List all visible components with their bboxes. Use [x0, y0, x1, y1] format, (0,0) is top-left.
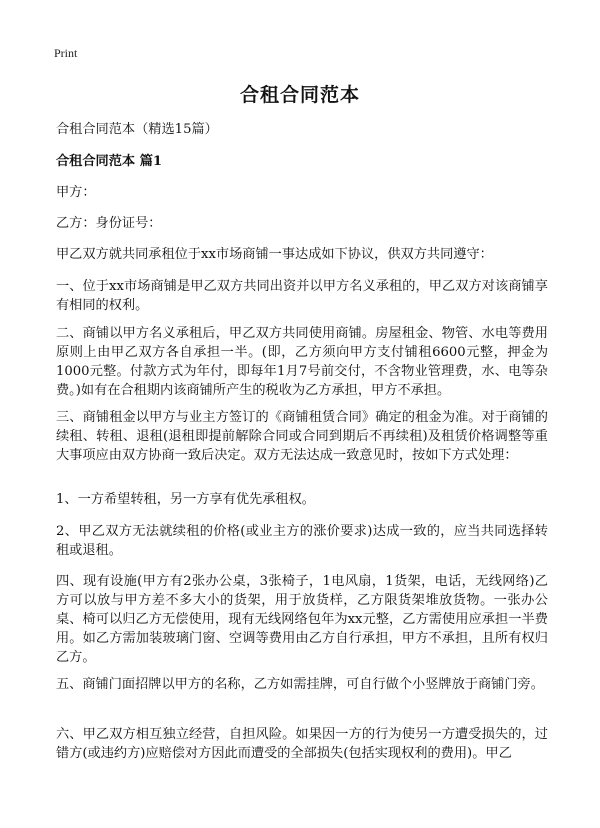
document-subtitle: 合租合同范本（精选15篇） [56, 122, 218, 137]
clause-3: 三、商铺租金以甲方与业主方签订的《商铺租赁合同》确定的租金为准。对于商铺的续租、转租、退租(退租即提前解除合同或合同到期后不再续租)及租赁价格调整等重大事项应由双方协商一致后决定。双方无法达成一致意见时，按如下方式处理： [56, 410, 548, 463]
clause-3-item-2: 2、甲乙双方无法就续租的价格(或业主方的涨价要求)达成一致的，应当共同选择转租或退租。 [56, 524, 548, 558]
clause-5: 五、商铺门面招牌以甲方的名称，乙方如需挂牌，可自行做个小竖牌放于商铺门旁。 [56, 677, 544, 692]
party-b-line: 乙方：身份证号： [56, 216, 162, 231]
clause-6: 六、甲乙双方相互独立经营，自担风险。如果因一方的行为使另一方遭受损失的，过错方(或违约方)应赔偿对方因此而遭受的全部损失(包括实现权利的费用)。甲乙 [56, 727, 548, 761]
document-title: 合租合同范本 [239, 84, 360, 106]
print-link[interactable]: Print [54, 46, 78, 60]
clause-2: 二、商铺以甲方名义承租后，甲乙双方共同使用商铺。房屋租金、物管、水电等费用原则上由甲乙双方各自承担一半。(即，乙方须向甲方支付铺租6600元整，押金为1000元整。付款方式为年付，即每年1月7号前交付，不含物业管理费，水、电等杂费。)如有在合租期内该商铺所产生的税收为乙方承担，甲方不承担。 [56, 326, 548, 398]
agreement-intro: 甲乙双方就共同承租位于xx市场商铺一事达成如下协议，供双方共同遵守： [56, 247, 493, 262]
party-a-line: 甲方： [56, 185, 96, 200]
section-heading: 合租合同范本 篇1 [56, 154, 163, 169]
clause-4: 四、现有设施(甲方有2张办公桌，3张椅子，1电风扇，1货架，电话，无线网络)乙方可以放与甲方差不多大小的货架，用于放货样，乙方限货架堆放货物。一张办公桌、椅可以归乙方无偿使用，现有无线网络包年为xx元整，乙方需使用应承担一半费用。如乙方需加装玻璃门窗、空调等费用由乙方自行承担，甲方不承担，且所有权归乙方。 [56, 574, 548, 665]
clause-1: 一、位于xx市场商铺是甲乙双方共同出资并以甲方名义承租的，甲乙双方对该商铺享有相同的权利。 [56, 279, 548, 313]
clause-3-item-1: 1、一方希望转租，另一方享有优先承租权。 [56, 492, 315, 507]
